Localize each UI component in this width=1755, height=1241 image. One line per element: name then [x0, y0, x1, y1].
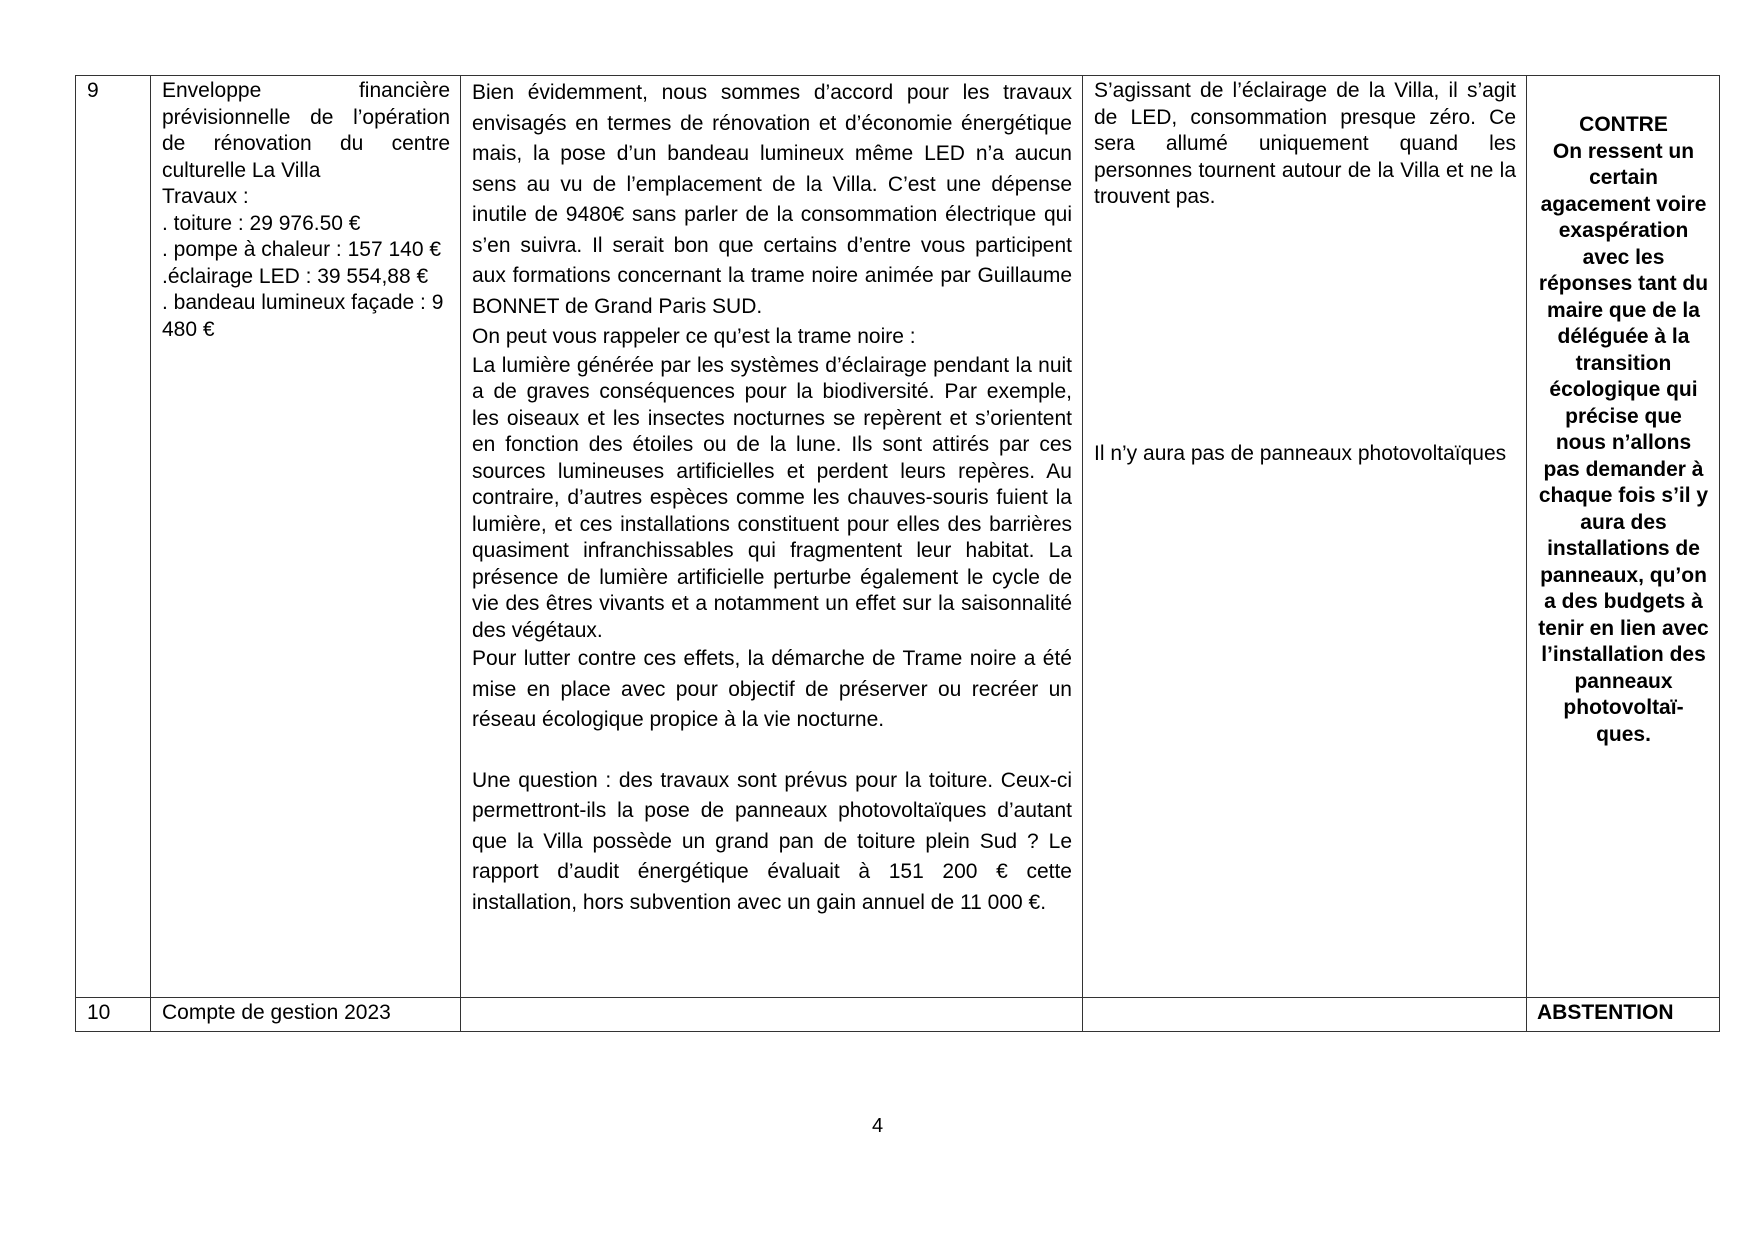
intervention-cell: [461, 76, 1083, 998]
vote-decision: ABSTENTION: [1537, 1001, 1674, 1024]
minutes-table: [75, 75, 1720, 1032]
blank-space: [1094, 211, 1516, 441]
item-number: 10: [87, 1001, 111, 1024]
intervention-paragraph: Bien évidemment, nous sommes d’accord pour les travaux envisagés en termes de rénovation et d’économie énergétique mais, la pose d’un bandeau lumineux même LED n’a aucun sens au vu de l’emplacement de la Villa. C’est une dépense inutile de 9480€ sans parler de la consommation électrique qui s’en suivra. Il serait bon que certains d’entre vous participent aux formations concernant la trame noire animée par Guillaume BONNET de Grand Paris SUD.: [472, 81, 1072, 318]
table-row: [76, 76, 1720, 998]
intervention-paragraph: Une question : des travaux sont prévus pour la toiture. Ceux-ci permettront-ils la pose de panneaux photovoltaïques d’autant que la Villa possède un grand pan de toiture plein Sud ? Le rapport d’audit énergétique évaluait à 151 200 € cette installation, hors subvention avec un gain annuel de 11 000 €.: [472, 768, 1072, 914]
subject-cell: [151, 76, 461, 998]
intervention-paragraph: La lumière générée par les systèmes d’éclairage pendant la nuit a de graves conséquences pour la biodiversité. Par exemple, les oiseaux et les insectes nocturnes se repèrent et s’orientent en fonction des étoiles ou de la lune. Ils sont attirés par ces sources lumineuses artificielles et perdent leurs repères. Au contraire, d’autres espèces comme les chauves-souris fuient la lumière, et ces installations constituent pour elles des barrières quasiment infranchissables qui fragmentent leur habitat. La présence de lumière artificielle perturbe également le cycle de vie des êtres vivants et a notamment un effet sur la saisonnalité des végétaux.: [472, 353, 1072, 642]
vote-cell: [1527, 998, 1720, 1032]
item-number: 9: [87, 79, 99, 102]
intervention-paragraph: On peut vous rappeler ce qu’est la trame noire :: [472, 325, 916, 348]
works-item: . pompe à chaleur : 157 140 €: [162, 238, 442, 261]
item-number-cell: [76, 998, 151, 1032]
works-item: .éclairage LED : 39 554,88 €: [162, 264, 429, 288]
works-item: . toiture : 29 976.50 €: [162, 211, 361, 235]
response-paragraph: Il n’y aura pas de panneaux photovoltaïques: [1094, 441, 1507, 465]
works-item: . bandeau lumineux façade : 9 480 €: [162, 291, 444, 341]
table-row: [76, 998, 1720, 1032]
response-paragraph: S’agissant de l’éclairage de la Villa, il s’agit de LED, consommation presque zéro. Ce sera allumé uniquement quand les personnes tournent autour de la Villa et ne la trouvent pas.: [1094, 79, 1516, 208]
response-cell: [1083, 76, 1527, 998]
response-cell: [1083, 998, 1527, 1032]
blank-line: [472, 736, 1072, 766]
vote-decision: CONTRE: [1579, 113, 1668, 136]
intervention-cell: [461, 998, 1083, 1032]
subject-title: Compte de gestion 2023: [162, 1001, 391, 1024]
vote-comment: On ressent un certain agacement voire exaspération avec les réponses tant du maire que de la déléguée à la transition écologique qui précise que nous n’allons pas demander à chaque fois s’il y aura des installations de panneaux, qu’on a des budgets à tenir en lien avec l’installation des panneaux photovoltaï-ques.: [1538, 139, 1709, 746]
vote-cell: [1527, 76, 1720, 998]
page-number: 4: [871, 1115, 884, 1137]
item-number-cell: [76, 76, 151, 998]
subject-title: Enveloppe financière prévisionnelle de l’opération de rénovation du centre culturelle La Villa: [162, 79, 450, 182]
intervention-paragraph: Pour lutter contre ces effets, la démarche de Trame noire a été mise en place avec pour objectif de préserver ou recréer un réseau écologique propice à la vie nocturne.: [472, 647, 1072, 731]
subject-cell: [151, 998, 461, 1032]
works-label: Travaux :: [162, 185, 249, 208]
